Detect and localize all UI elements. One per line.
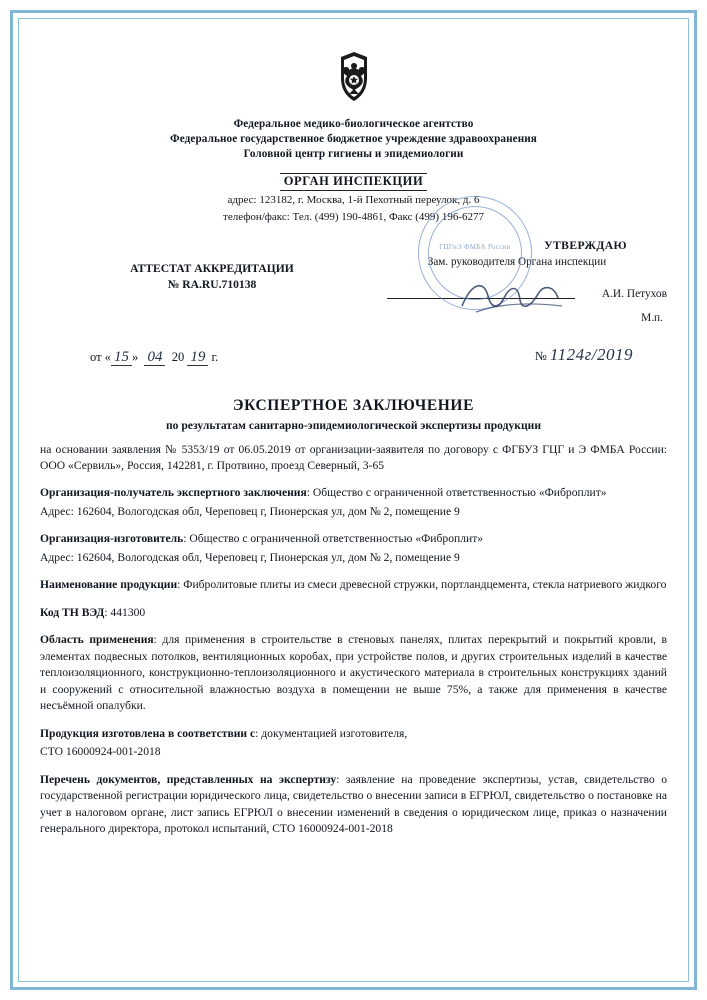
section-application-area-label: Область применения bbox=[40, 633, 154, 646]
page-subtitle: по результатам санитарно-эпидемиологической экспертизы продукции bbox=[165, 419, 542, 432]
section-documents-list bbox=[40, 772, 667, 838]
section-application-area bbox=[40, 632, 667, 715]
approver-name: А.И. Петухов bbox=[601, 288, 667, 300]
date-suffix: г. bbox=[211, 350, 219, 364]
section-tnved-code-label: Код ТН ВЭД bbox=[40, 605, 105, 619]
approval-block bbox=[367, 239, 667, 324]
number-value: 1124г/2019 bbox=[549, 345, 633, 364]
section-tnved-code bbox=[40, 605, 667, 622]
seal-note: М.п. bbox=[641, 312, 663, 324]
org-line-1: Федеральное медико-биологическое агентство bbox=[233, 118, 474, 130]
org-line-2: Федеральное государственное бюджетное учреждение здравоохранения bbox=[170, 133, 537, 145]
date-month: 04 bbox=[144, 349, 165, 366]
section-documents-list-label: Перечень документов, представленных на экспертизу bbox=[40, 772, 337, 786]
accreditation-block bbox=[102, 261, 322, 293]
approval-title: УТВЕРЖДАЮ bbox=[544, 239, 627, 252]
seal-text: ГЦГиЭ ФМБА России bbox=[439, 243, 511, 251]
signature-rule bbox=[387, 298, 575, 299]
section-tnved-code-value: : 441300 bbox=[104, 605, 146, 619]
section-documents-list-value: : заявление на проведение экспертизы, устав, свидетельство о государственной регистрации юридического лица, свидетельство о внесении записи в ЕГРЮЛ, свидетельство о постановке на учет в налоговом органе, лист запись ЕГРЮЛ о внесении изменений в сведения о юридическом лице, приказ о назначении генерального директора, протокол испытаний, СТО 16000924-001-2018 bbox=[40, 772, 667, 835]
number-label: № bbox=[534, 349, 547, 363]
page-title: ЭКСПЕРТНОЕ ЗАКЛЮЧЕНИЕ bbox=[232, 397, 475, 414]
date-number-row bbox=[40, 341, 667, 381]
date-day: 15 bbox=[111, 349, 132, 366]
date-line bbox=[90, 349, 218, 366]
section-product-name bbox=[40, 577, 667, 594]
section-recipient-address: Адрес: 162604, Вологодская обл, Череповец г, Пионерская ул, дом № 2, помещение 9 bbox=[40, 504, 460, 518]
inspection-title: ОРГАН ИНСПЕКЦИИ bbox=[280, 173, 428, 191]
section-recipient bbox=[40, 485, 667, 502]
section-recipient-value: : Общество с ограниченной ответственностью «Фиброплит» bbox=[306, 486, 607, 499]
date-year-prefix: 20 bbox=[171, 350, 185, 364]
document-content bbox=[40, 34, 667, 970]
section-recipient-label: Организация-получатель экспертного заключения bbox=[40, 486, 307, 499]
organization-header bbox=[40, 117, 667, 162]
accreditation-approval-row bbox=[40, 239, 667, 335]
section-manufacturer-value: : Общество с ограниченной ответственностью «Фиброплит» bbox=[183, 532, 484, 545]
accreditation-title: АТТЕСТАТ АККРЕДИТАЦИИ bbox=[130, 262, 294, 275]
section-manufacturer bbox=[40, 531, 667, 548]
emblem-container bbox=[40, 50, 667, 109]
section-conformity bbox=[40, 726, 667, 743]
inspection-body-block bbox=[40, 172, 667, 225]
signature-line bbox=[367, 288, 667, 306]
inspection-address: адрес: 123182, г. Москва, 1-й Пехотный переулок, д. 6 bbox=[227, 194, 480, 206]
intro-paragraph: на основании заявления № 5353/19 от 06.05.2019 от организации-заявителя по договору с ФГБУЗ ГЦГ и Э ФМБА России: ООО «Сервиль», Россия, 142281, г. Протвино, проезд Северный, 3-65 bbox=[40, 443, 667, 472]
org-line-3: Головной центр гигиены и эпидемиологии bbox=[243, 148, 464, 160]
russian-coat-of-arms-icon bbox=[332, 50, 376, 104]
approval-position: Зам. руководителя Органа инспекции bbox=[427, 256, 607, 268]
section-conformity-label: Продукция изготовлена в соответствии с bbox=[40, 726, 256, 740]
section-manufacturer-label: Организация-изготовитель bbox=[40, 532, 184, 545]
section-conformity-value: : документацией изготовителя, bbox=[255, 726, 408, 740]
section-product-name-label: Наименование продукции bbox=[40, 578, 178, 591]
inspection-phone: телефон/факс: Тел. (499) 190-4861, Факс (499) 196-6277 bbox=[223, 211, 484, 223]
document-number bbox=[535, 345, 633, 365]
section-product-name-value: : Фибролитовые плиты из смеси древесной стружки, портландцемента, стекла натриевого жидкого bbox=[177, 578, 667, 591]
date-prefix: от « bbox=[90, 350, 111, 364]
accreditation-number: № RA.RU.710138 bbox=[167, 278, 257, 291]
date-year: 19 bbox=[187, 349, 208, 366]
section-conformity-standard: СТО 16000924-001-2018 bbox=[40, 745, 161, 758]
section-application-area-value: : для применения в строительстве в стеновых панелях, плитах перекрытий и покрытий кровли, в элементах подвесных потолков, вентиляционных коробах, при устройстве полов, и других строительных изделий в качестве теплоизоляционного, конструкционно-теплоизоляционного и акустического материала в строительных конструкциях зданий и сооружений с относительной влажностью воздуха в помещении не выше 75%, а также для применения в качестве несъёмной опалубки. bbox=[40, 633, 667, 712]
section-manufacturer-address: Адрес: 162604, Вологодская обл, Череповец г, Пионерская ул, дом № 2, помещение 9 bbox=[40, 550, 460, 564]
date-mid: » bbox=[131, 350, 139, 364]
